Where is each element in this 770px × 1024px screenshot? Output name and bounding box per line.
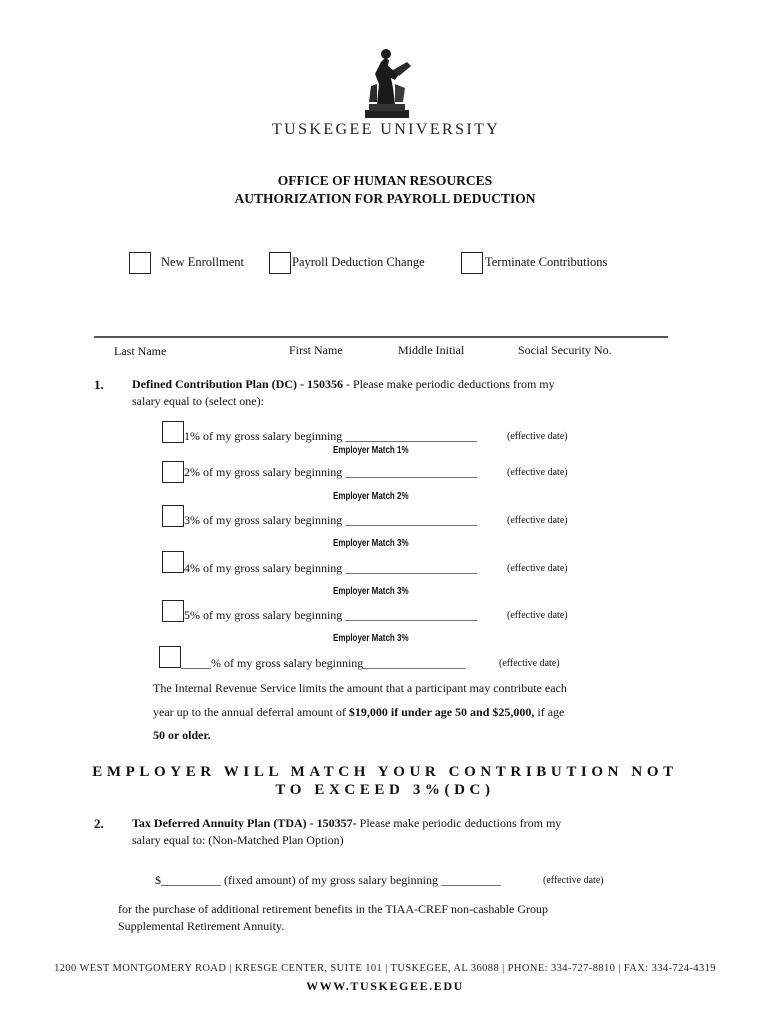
section2-intro2: salary equal to: (Non-Matched Plan Option) <box>132 833 344 847</box>
first-name-label: First Name <box>289 343 343 357</box>
tda-purchase-line2: Supplemental Retirement Annuity. <box>118 919 285 933</box>
dc-2pct-checkbox[interactable] <box>162 461 184 483</box>
dc-5pct-effective: (effective date) <box>507 610 568 621</box>
dc-3pct-checkbox[interactable] <box>162 505 184 527</box>
irs-limit-line3: 50 or older. <box>153 728 211 742</box>
employer-match-banner-line1: EMPLOYER WILL MATCH YOUR CONTRIBUTION NOT <box>92 764 678 780</box>
section2-intro: Please make periodic deductions from my <box>356 816 562 830</box>
dc-2pct-text: 2% of my gross salary beginning ______________________ <box>184 465 478 479</box>
form-title: AUTHORIZATION FOR PAYROLL DEDUCTION <box>234 191 536 206</box>
dc-5pct-text: 5% of my gross salary beginning ______________________ <box>184 608 478 622</box>
footer-address: 1200 WEST MONTGOMERY ROAD | KRESGE CENTER, SUITE 101 | TUSKEGEE, AL 36088 | PHONE: 334-727-8810 | FAX: 334-724-4319 <box>54 963 716 974</box>
dc-3pct-match: Employer Match 3% <box>333 538 409 549</box>
terminate-label: Terminate Contributions <box>485 255 608 269</box>
dc-5pct-checkbox[interactable] <box>162 600 184 622</box>
dc-1pct-checkbox[interactable] <box>162 421 184 443</box>
university-seal-logo <box>355 44 419 122</box>
payroll-change-checkbox[interactable] <box>269 252 291 274</box>
irs-limit-line2-pre: year up to the annual deferral amount of <box>153 705 349 719</box>
dc-4pct-match: Employer Match 3% <box>333 586 409 597</box>
section2-heading-line <box>132 816 561 831</box>
new-enrollment-label: New Enrollment <box>161 255 244 269</box>
section2-number: 2. <box>94 816 104 831</box>
section1-heading-line <box>132 377 555 392</box>
irs-limit-line1: The Internal Revenue Service limits the amount that a participant may contribute each <box>153 681 567 695</box>
dc-3pct-effective: (effective date) <box>507 515 568 526</box>
name-signature-line[interactable] <box>94 336 668 338</box>
payroll-change-label: Payroll Deduction Change <box>292 255 425 269</box>
section1-number: 1. <box>94 377 104 392</box>
section1-intro: - Please make periodic deductions from my <box>346 377 555 391</box>
tda-effective: (effective date) <box>543 875 604 886</box>
new-enrollment-checkbox[interactable] <box>129 252 151 274</box>
dc-3pct-text: 3% of my gross salary beginning ______________________ <box>184 513 478 527</box>
dc-1pct-match: Employer Match 1% <box>333 445 409 456</box>
dc-4pct-text: 4% of my gross salary beginning ______________________ <box>184 561 478 575</box>
dc-1pct-effective: (effective date) <box>507 431 568 442</box>
irs-limit-amounts: $19,000 if under age 50 and $25,000, <box>348 705 535 719</box>
section2-heading: Tax Deferred Annuity Plan (TDA) - 150357- <box>132 816 357 830</box>
middle-initial-label: Middle Initial <box>398 343 465 357</box>
ssn-label: Social Security No. <box>518 343 612 357</box>
section1-intro2: salary equal to (select one): <box>132 394 264 408</box>
last-name-label: Last Name <box>114 344 167 358</box>
dc-custom-text: _____% of my gross salary beginning_________________ <box>181 656 466 670</box>
dc-2pct-effective: (effective date) <box>507 467 568 478</box>
dc-5pct-match: Employer Match 3% <box>333 633 409 644</box>
office-title: OFFICE OF HUMAN RESOURCES <box>277 173 493 188</box>
terminate-checkbox[interactable] <box>461 252 483 274</box>
tda-purchase-line1: for the purchase of additional retirement benefits in the TIAA-CREF non-cashable Group <box>118 902 548 916</box>
tda-amount-text: $__________ (fixed amount) of my gross salary beginning __________ <box>155 873 501 887</box>
dc-2pct-match: Employer Match 2% <box>333 491 409 502</box>
dc-4pct-effective: (effective date) <box>507 563 568 574</box>
dc-4pct-checkbox[interactable] <box>162 551 184 573</box>
irs-limit-line2 <box>153 705 564 720</box>
dc-custom-checkbox[interactable] <box>159 646 181 668</box>
dc-custom-effective: (effective date) <box>499 658 560 669</box>
employer-match-banner-line2: TO EXCEED 3%(DC) <box>275 782 495 798</box>
footer-website[interactable]: WWW.TUSKEGEE.EDU <box>306 979 464 993</box>
dc-1pct-text: 1% of my gross salary beginning ______________________ <box>184 429 478 443</box>
irs-limit-line2-post: if age <box>534 705 565 719</box>
university-name: TUSKEGEE UNIVERSITY <box>272 121 501 138</box>
section1-heading: Defined Contribution Plan (DC) - 150356 <box>132 377 344 391</box>
